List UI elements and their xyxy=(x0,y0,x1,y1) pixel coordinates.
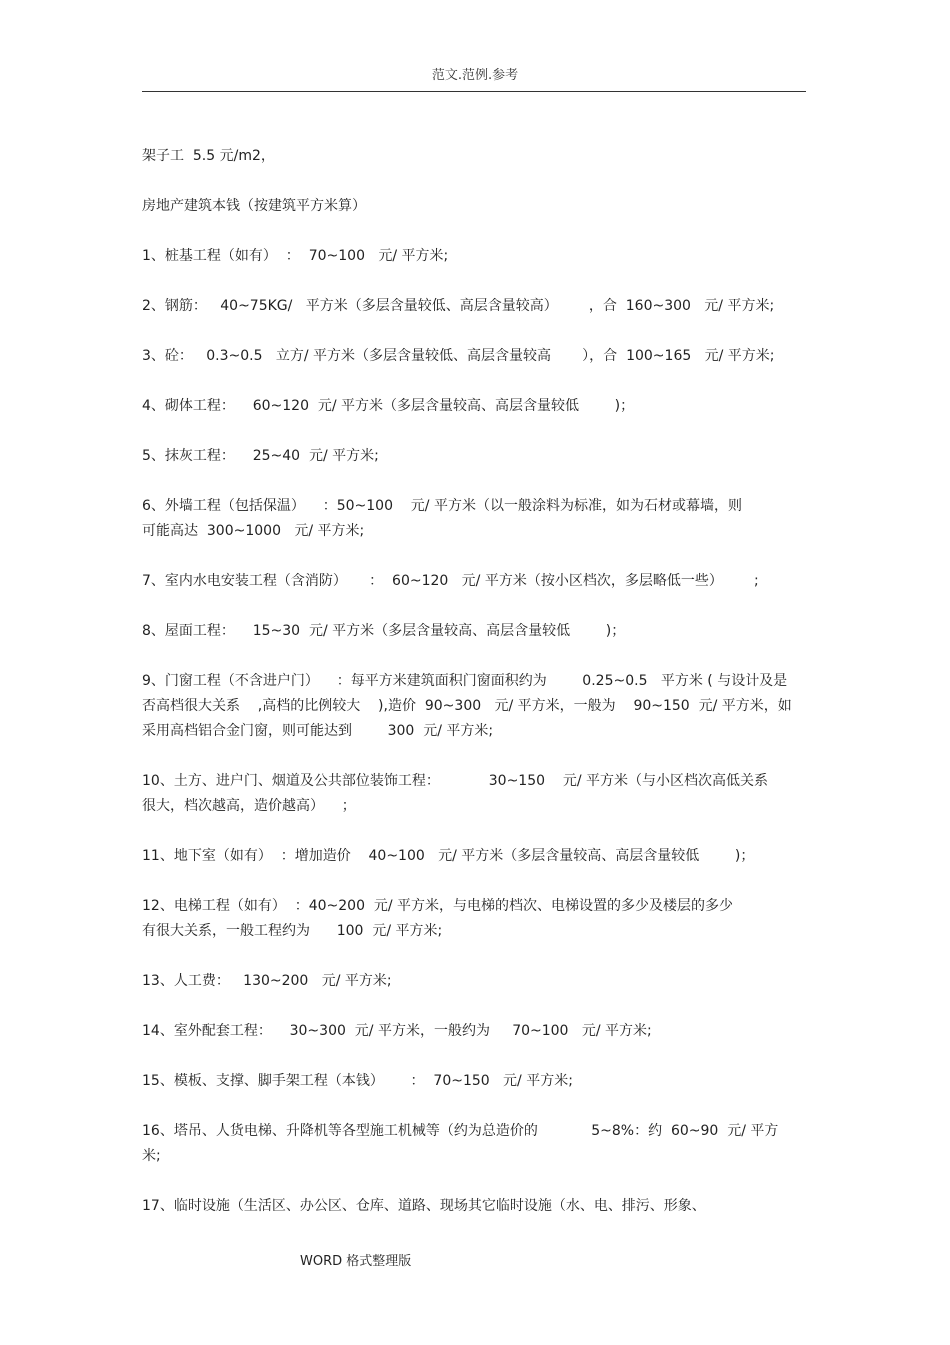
paragraph: 10、土方、进户门、烟道及公共部位装饰工程： 30~150 元/ 平方米（与小区档次高低关系 很大，档次越高，造价越高） ； xyxy=(142,773,768,814)
paragraph: 17、临时设施（生活区、办公区、仓库、道路、现场其它临时设施（水、电、排污、形象、 xyxy=(142,1198,706,1214)
paragraph: 3、砼： 0.3~0.5 立方/ 平方米（多层含量较低、高层含量较高 ），合 100~165 元/ 平方米; xyxy=(142,348,775,364)
paragraph: 13、人工费： 130~200 元/ 平方米; xyxy=(142,973,392,989)
paragraph: 15、模板、支撑、脚手架工程（本钱） ： 70~150 元/ 平方米; xyxy=(142,1073,573,1089)
page-header: 范文.范例.参考 xyxy=(431,68,519,83)
paragraph: 12、电梯工程（如有） ：40~200 元/ 平方米，与电梯的档次、电梯设置的多少及楼层的多少 有很大关系，一般工程约为 100 元/ 平方米; xyxy=(142,898,734,939)
paragraph: 14、室外配套工程： 30~300 元/ 平方米，一般约为 70~100 元/ 平方米; xyxy=(142,1023,652,1039)
paragraph: 6、外墙工程（包括保温） ：50~100 元/ 平方米（以一般涂料为标准，如为石材或幕墙，则 可能高达 300~1000 元/ 平方米; xyxy=(142,498,742,539)
paragraph: 4、砌体工程： 60~120 元/ 平方米（多层含量较高、高层含量较低 )； xyxy=(142,398,635,414)
paragraph: 11、地下室（如有） ：增加造价 40~100 元/ 平方米（多层含量较高、高层含量较低 )； xyxy=(142,848,755,864)
paragraph: 9、门窗工程（不含进户门） ：每平方米建筑面积门窗面积约为 0.25~0.5 平方米 ( 与设计及是 否高档很大关系 ,高档的比例较大 ),造价 90~300 元/ 平方米，一般为 90~150 元/ 平方米，如 采用高档铝合金门窗，则可能达到 300 元/ 平方米; xyxy=(142,673,792,739)
paragraph: 8、屋面工程： 15~30 元/ 平方米（多层含量较高、高层含量较低 )； xyxy=(142,623,626,639)
header-divider xyxy=(142,91,806,92)
paragraph: 16、塔吊、人货电梯、升降机等各型施工机械等（约为总造价的 5~8%：约 60~90 元/ 平方 米; xyxy=(142,1123,779,1164)
document-body xyxy=(142,144,806,1244)
paragraph: 5、抹灰工程： 25~40 元/ 平方米; xyxy=(142,448,379,464)
paragraph: 2、钢筋： 40~75KG/ 平方米（多层含量较低、高层含量较高） ，合 160~300 元/ 平方米; xyxy=(142,298,775,314)
paragraph: 架子工 5.5 元/m2， xyxy=(142,148,275,164)
paragraph: 7、室内水电安装工程（含消防） ： 60~120 元/ 平方米（按小区档次，多层略低一些） ; xyxy=(142,573,759,589)
page-footer: WORD 格式整理版 xyxy=(300,1254,412,1269)
paragraph: 1、桩基工程（如有） ： 70~100 元/ 平方米; xyxy=(142,248,449,264)
paragraph: 房地产建筑本钱（按建筑平方米算） xyxy=(142,198,366,214)
